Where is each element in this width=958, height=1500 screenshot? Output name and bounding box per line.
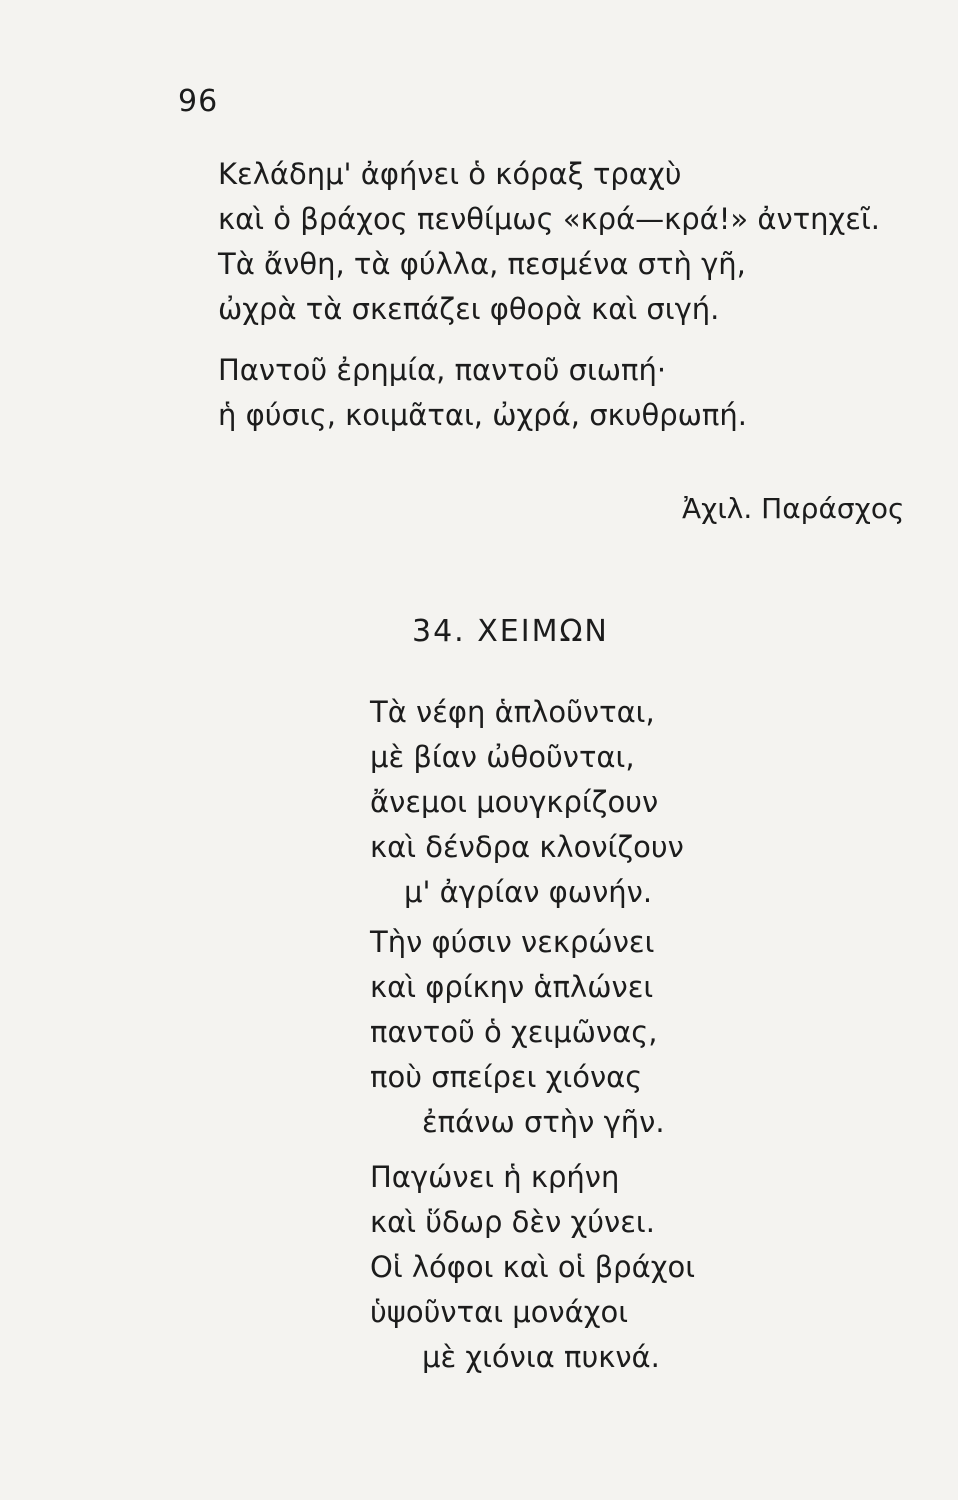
stanza-3 bbox=[370, 690, 684, 915]
poem-line: ἡ φύσις, κοιμᾶται, ὠχρά, σκυθρωπή. bbox=[218, 398, 747, 432]
poem-line: Τὰ ἄνθη, τὰ φύλλα, πεσμένα στὴ γῆ, bbox=[218, 247, 746, 281]
stanza-5 bbox=[370, 1155, 695, 1380]
poem-line: Κελάδημ' ἀφήνει ὁ κόραξ τραχὺ bbox=[218, 157, 682, 191]
poem-line: ἐπάνω στὴν γῆν. bbox=[422, 1105, 665, 1139]
stanza-2 bbox=[218, 348, 747, 438]
poem-line: ὠχρὰ τὰ σκεπάζει φθορὰ καὶ σιγή. bbox=[218, 292, 720, 326]
poem-line: Τὰ νέφη ἁπλοῦνται, bbox=[370, 695, 655, 729]
poem-line: μὲ χιόνια πυκνά. bbox=[422, 1340, 660, 1374]
stanza-4 bbox=[370, 920, 665, 1145]
poem-line: Οἱ λόφοι καὶ οἱ βράχοι bbox=[370, 1250, 696, 1284]
poem-line: καὶ ὁ βράχος πενθίμως «κρά—κρά!» ἀντηχεῖ. bbox=[218, 202, 881, 236]
poem-line: παντοῦ ὁ χειμῶνας, bbox=[370, 1015, 658, 1049]
poem-line: Παγώνει ἡ κρήνη bbox=[370, 1160, 620, 1194]
poem-line: Τὴν φύσιν νεκρώνει bbox=[370, 925, 655, 959]
page-number: 96 bbox=[178, 84, 219, 119]
poem-author: Ἀχιλ. Παράσχος bbox=[682, 492, 905, 525]
poem-line: ἄνεμοι μουγκρίζουν bbox=[370, 785, 659, 819]
poem-line: Παντοῦ ἐρημία, παντοῦ σιωπή· bbox=[218, 353, 667, 387]
poem-line: καὶ ὕδωρ δὲν χύνει. bbox=[370, 1205, 655, 1239]
stanza-1 bbox=[218, 152, 880, 332]
poem-line: καὶ δένδρα κλονίζουν bbox=[370, 830, 684, 864]
poem-line: μ' ἀγρίαν φωνήν. bbox=[404, 875, 653, 909]
poem-line: καὶ φρίκην ἁπλώνει bbox=[370, 970, 654, 1004]
poem-line: ποὺ σπείρει χιόνας bbox=[370, 1060, 643, 1094]
poem-line: ὑψοῦνται μονάχοι bbox=[370, 1295, 629, 1329]
poem-title: 34. ΧΕΙΜΩΝ bbox=[412, 614, 609, 649]
poem-line: μὲ βίαν ὠθοῦνται, bbox=[370, 740, 635, 774]
